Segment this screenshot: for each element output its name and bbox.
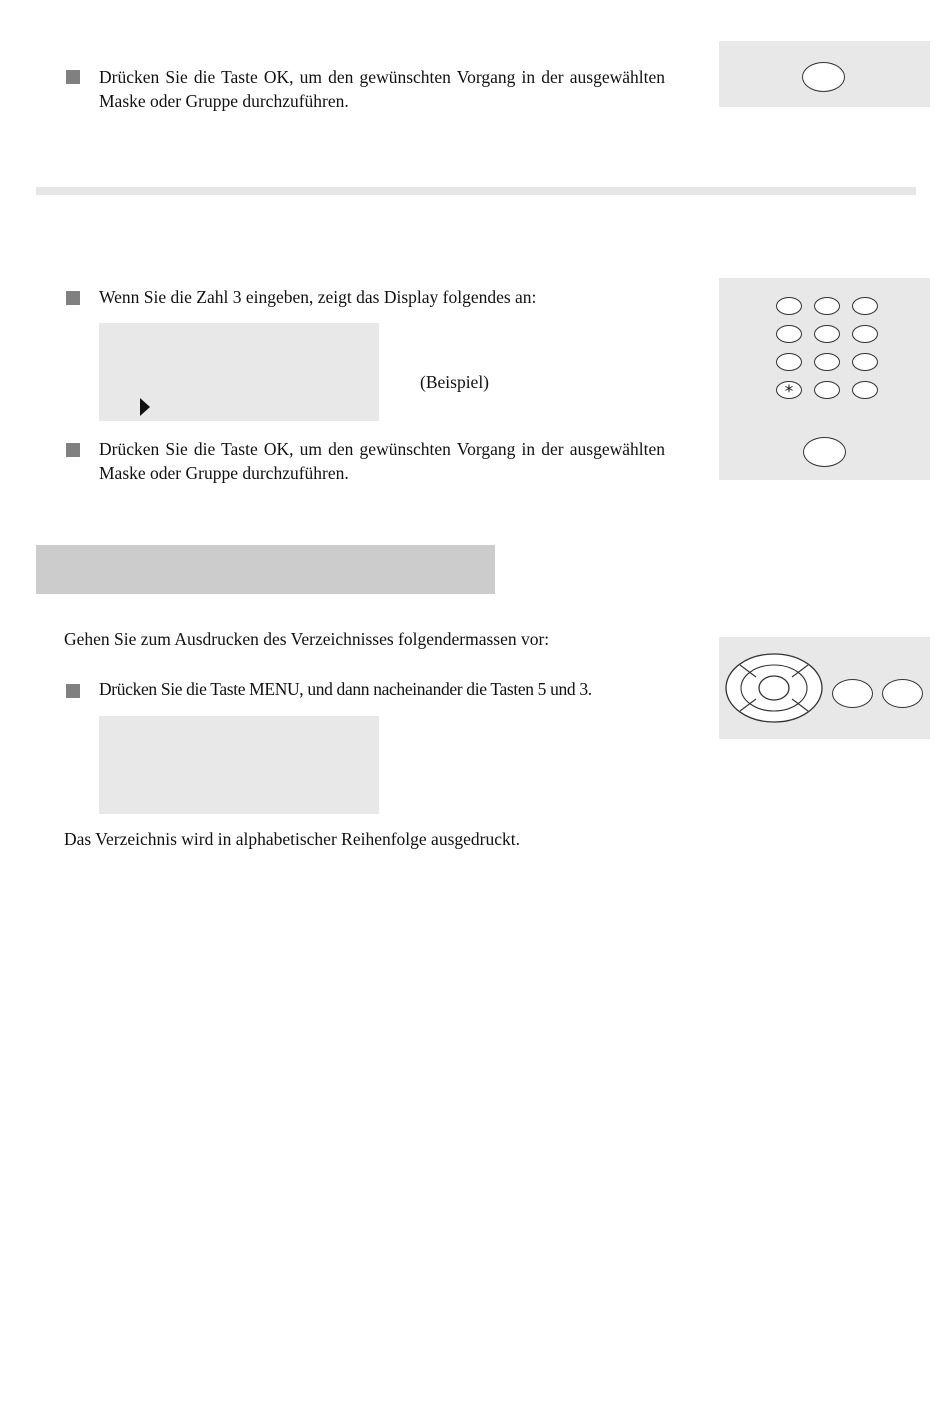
bullet-icon <box>66 70 80 84</box>
print-intro: Gehen Sie zum Ausdrucken des Verzeichnisses folgendermassen vor: <box>64 629 550 649</box>
key-3-icon <box>882 679 923 708</box>
keypad-key <box>852 325 878 343</box>
section-header-bar <box>36 545 495 594</box>
ok-key-panel <box>719 41 930 107</box>
example-label: (Beispiel) <box>420 372 490 392</box>
keypad-key <box>814 353 840 371</box>
star-icon: * <box>784 382 794 402</box>
navigation-panel <box>719 637 930 739</box>
ok-button-icon <box>802 62 845 92</box>
bullet-icon <box>66 291 80 305</box>
display-example-box <box>99 323 379 421</box>
keypad-key <box>852 353 878 371</box>
bullet-icon <box>66 443 80 457</box>
menu-instruction: Drücken Sie die Taste MENU, und dann nacheinander die Tasten 5 und 3. <box>99 679 592 699</box>
enter-number-instruction: Wenn Sie die Zahl 3 eingeben, zeigt das Display folgendes an: <box>99 287 537 307</box>
keypad-key <box>814 325 840 343</box>
navigation-pad-icon <box>725 653 823 723</box>
ok-button-icon <box>803 437 846 467</box>
ok-instruction-1: Drücken Sie die Taste OK, um den gewünschten Vorgang in der ausgewählten Maske oder Gruppe durchzuführen. <box>99 67 665 111</box>
bullet-icon <box>66 684 80 698</box>
keypad-key <box>776 325 802 343</box>
keypad-key <box>852 297 878 315</box>
print-result: Das Verzeichnis wird in alphabetischer Reihenfolge ausgedruckt. <box>64 829 520 849</box>
display-box <box>99 716 379 814</box>
key-5-icon <box>832 679 873 708</box>
keypad-key <box>776 297 802 315</box>
ok-instruction-2: Drücken Sie die Taste OK, um den gewünschten Vorgang in der ausgewählten Maske oder Gruppe durchzuführen. <box>99 439 665 483</box>
keypad-key <box>776 353 802 371</box>
section-divider <box>36 187 916 195</box>
keypad-key <box>814 297 840 315</box>
keypad-key <box>852 381 878 399</box>
play-arrow-icon <box>139 397 151 417</box>
keypad-key <box>814 381 840 399</box>
keypad-star-key <box>776 381 802 402</box>
keypad-panel <box>719 278 930 480</box>
